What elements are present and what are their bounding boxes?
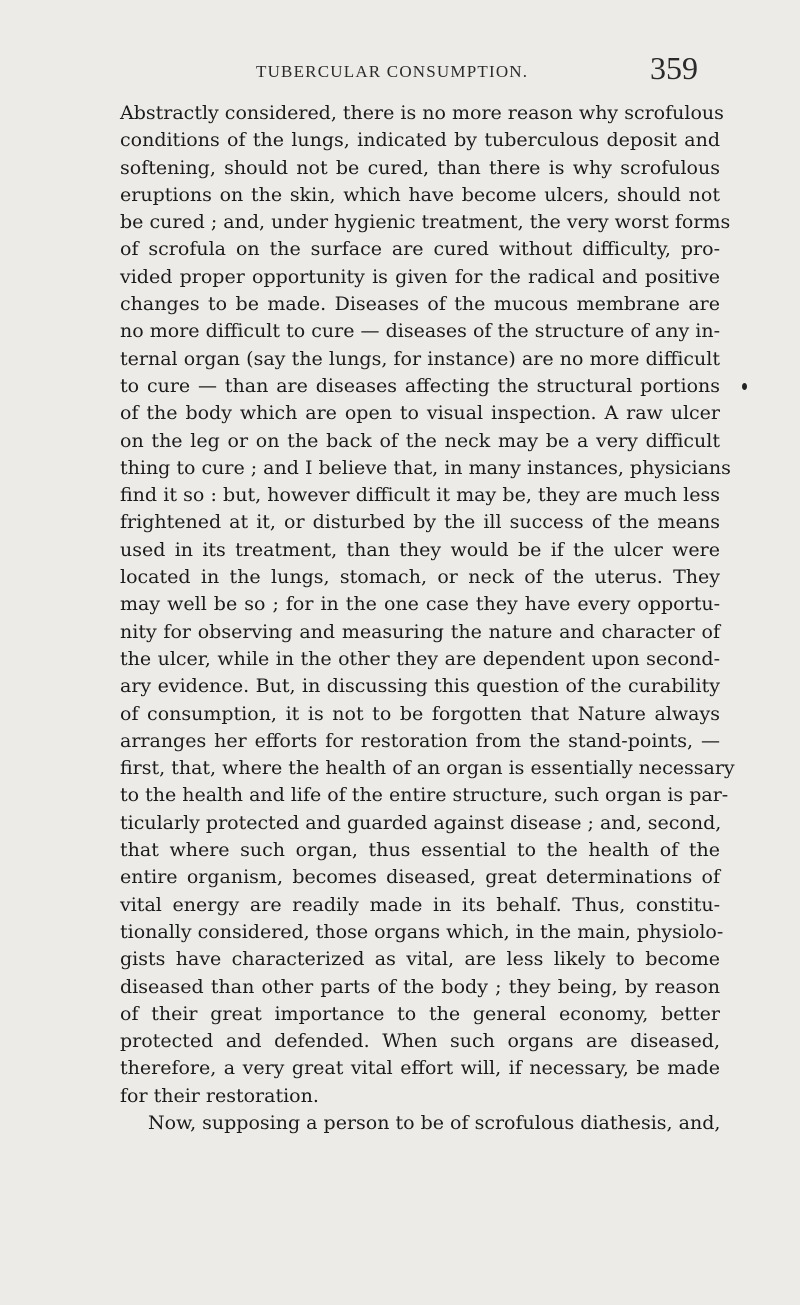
text-line: therefore, a very great vital effort will, if necessary, be made bbox=[120, 1057, 720, 1080]
text-line: of scrofula on the surface are cured without difficulty, pro- bbox=[120, 238, 720, 261]
text-line: of their great importance to the general economy, better bbox=[120, 1002, 720, 1025]
text-line: gists have characterized as vital, are less likely to become bbox=[120, 948, 720, 971]
text-line: entire organism, becomes diseased, great determinations of bbox=[120, 866, 720, 889]
text-line: find it so : but, however difficult it may be, they are much less bbox=[120, 484, 720, 507]
text-line: for their restoration. bbox=[120, 1084, 319, 1107]
text-line: Abstractly considered, there is no more reason why scrofulous bbox=[120, 102, 724, 124]
text-line: no more difficult to cure — diseases of the structure of any in- bbox=[120, 320, 720, 343]
text-line: used in its treatment, than they would be if the ulcer were bbox=[120, 538, 720, 561]
text-line: thing to cure ; and I believe that, in many instances, physicians bbox=[120, 456, 731, 479]
text-line: softening, should not be cured, than there is why scrofulous bbox=[120, 156, 720, 179]
text-line: vided proper opportunity is given for the radical and positive bbox=[120, 265, 720, 288]
text-line: to the health and life of the entire structure, such organ is par- bbox=[120, 784, 729, 807]
text-line: tionally considered, those organs which, in the main, physiolo- bbox=[120, 920, 724, 943]
text-line: conditions of the lungs, indicated by tuberculous deposit and bbox=[120, 129, 720, 152]
text-line: arranges her efforts for restoration from the stand-points, — bbox=[120, 729, 720, 752]
body-text bbox=[120, 100, 735, 1137]
text-line: protected and defended. When such organs are diseased, bbox=[120, 1030, 720, 1053]
text-line: eruptions on the skin, which have become ulcers, should not bbox=[120, 183, 720, 206]
text-line: that where such organ, thus essential to the health of the bbox=[120, 839, 720, 862]
text-line: ticularly protected and guarded against disease ; and, second, bbox=[120, 811, 722, 834]
text-line: on the leg or on the back of the neck may be a very difficult bbox=[120, 429, 720, 452]
text-line: frightened at it, or disturbed by the ill success of the means bbox=[120, 511, 720, 534]
text-line: of consumption, it is not to be forgotten that Nature always bbox=[120, 702, 720, 725]
page-number: 359 bbox=[650, 50, 698, 86]
text-line: ary evidence. But, in discussing this question of the curability bbox=[120, 675, 720, 698]
text-line: changes to be made. Diseases of the mucous membrane are bbox=[120, 293, 720, 316]
text-line: be cured ; and, under hygienic treatment, the very worst forms bbox=[120, 211, 731, 234]
text-line: the ulcer, while in the other they are dependent upon second- bbox=[120, 647, 720, 670]
text-line: to cure — than are diseases affecting the structural portions bbox=[120, 374, 720, 397]
margin-ink-dot bbox=[742, 383, 747, 390]
text-line: nity for observing and measuring the nature and character of bbox=[120, 620, 720, 643]
text-line: of the body which are open to visual inspection. A raw ulcer bbox=[120, 402, 720, 425]
text-line: vital energy are readily made in its behalf. Thus, constitu- bbox=[120, 893, 720, 916]
text-line: may well be so ; for in the one case they have every opportu- bbox=[120, 593, 720, 616]
text-line: ternal organ (say the lungs, for instance) are no more difficult bbox=[120, 347, 720, 370]
text-line: first, that, where the health of an organ is essentially necessary bbox=[120, 757, 735, 780]
paragraph-start-line: Now, supposing a person to be of scrofulous diathesis, and, bbox=[148, 1111, 721, 1134]
text-line: located in the lungs, stomach, or neck of the uterus. They bbox=[120, 566, 720, 589]
text-line: diseased than other parts of the body ; they being, by reason bbox=[120, 975, 720, 998]
running-head-title: TUBERCULAR CONSUMPTION. bbox=[256, 62, 529, 81]
